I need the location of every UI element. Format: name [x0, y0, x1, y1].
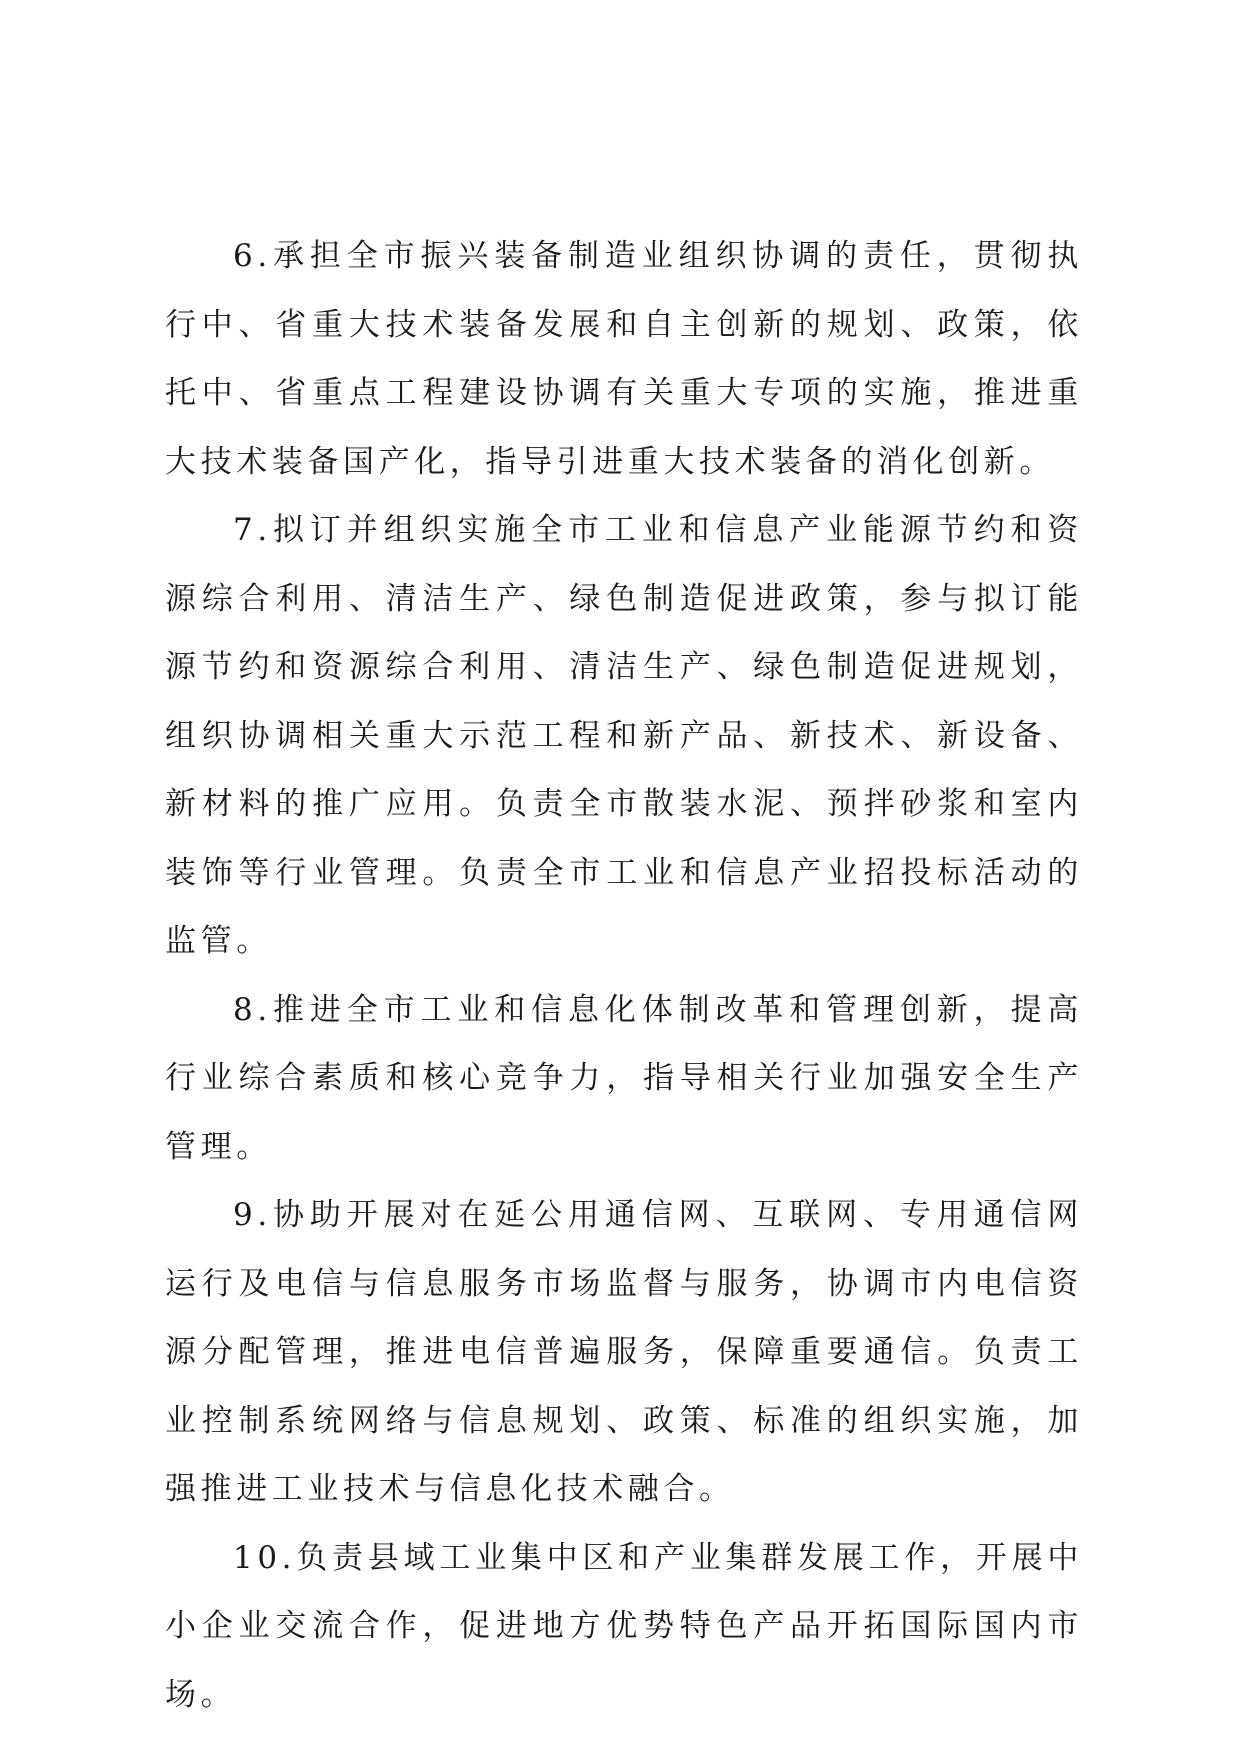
paragraph-item-10: 10.负责县域工业集中区和产业集群发展工作，开展中小企业交流合作，促进地方优势特色产品开拓国际国内市场。 — [165, 1539, 1083, 1713]
paragraph-item-9: 9.协助开展对在延公用通信网、互联网、专用通信网运行及电信与信息服务市场监督与服务，协调市内电信资源分配管理，推进电信普遍服务，保障重要通信。负责工业控制系统网络与信息规划、政策、标准的组织实施，加强推进工业技术与信息化技术融合。 — [165, 1197, 1083, 1507]
document-body — [165, 222, 1083, 1729]
paragraph-item-7: 7.拟订并组织实施全市工业和信息产业能源节约和资源综合利用、清洁生产、绿色制造促进政策，参与拟订能源节约和资源综合利用、清洁生产、绿色制造促进规划，组织协调相关重大示范工程和新产品、新技术、新设备、新材料的推广应用。负责全市散装水泥、预拌砂浆和室内装饰等行业管理。负责全市工业和信息产业招投标活动的监管。 — [165, 512, 1083, 959]
paragraph-item-8: 8.推进全市工业和信息化体制改革和管理创新，提高行业综合素质和核心竞争力，指导相关行业加强安全生产管理。 — [165, 991, 1083, 1165]
paragraph-item-6: 6.承担全市振兴装备制造业组织协调的责任，贯彻执行中、省重大技术装备发展和自主创新的规划、政策，依托中、省重点工程建设协调有关重大专项的实施，推进重大技术装备国产化，指导引进重大技术装备的消化创新。 — [165, 238, 1083, 480]
